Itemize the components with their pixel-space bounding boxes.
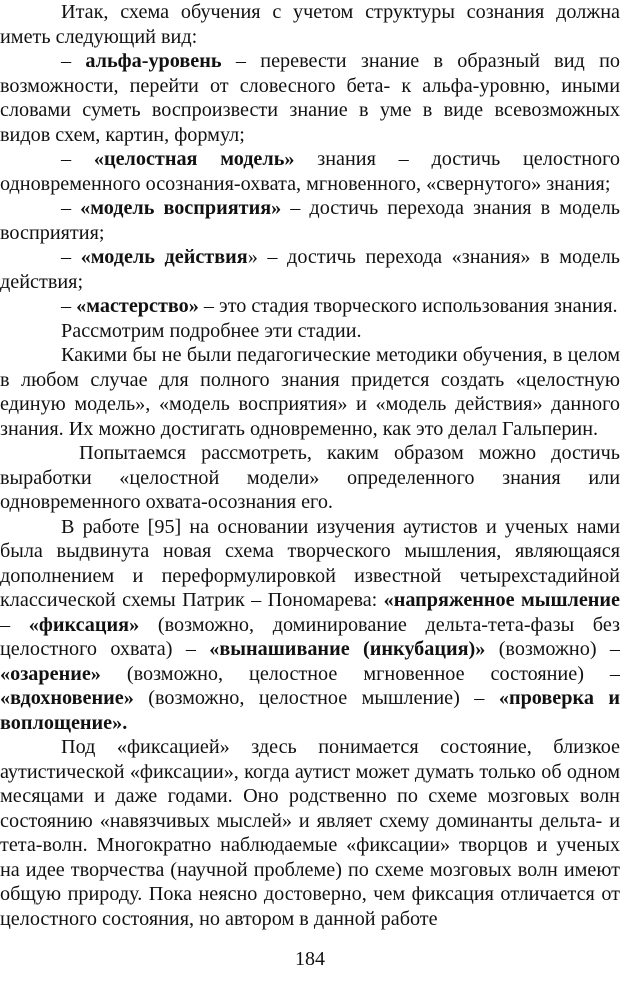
text-run: – [61, 197, 81, 219]
text-run: Какими бы не были педагогические методики обучения, в целом в любом случае для полного знания придется создать «целостную единую модель», «модель восприятия» и «модель действия» данного знания. Их можно достигать одновременно, как это делал Гальперин. [0, 344, 620, 440]
bold-term: «модель действия [80, 246, 248, 268]
text-run: – [61, 50, 86, 72]
text-run: знания – достичь целостного одновременного осознания-охвата, мгновенного, «свернутого» знания; [0, 148, 620, 195]
bold-term: «фиксация» [28, 613, 140, 636]
bold-term: «вынашивание (инкубация)» [209, 638, 486, 660]
text-run: В работе [95] на основании изучения аутистов и ученых нами была выдвинута новая схема творческого мышления, являющаяся дополнением и переформулировкой известной четырехстадийной классической схемы Патрик – Пономарева: [0, 515, 620, 611]
bold-term: «проверка и воплощение». [0, 687, 620, 734]
paragraph-attempt [0, 441, 620, 515]
bold-term: «напряженное мышление [383, 589, 620, 611]
text-run: – это стадия творческого использования знания. [198, 295, 618, 317]
page-number: 184 [295, 948, 325, 970]
paragraph-stages [0, 319, 620, 344]
text-run: – [61, 295, 77, 317]
paragraph-methods [0, 343, 620, 441]
text-run: Попытаемся рассмотреть, каким образом можно достичь выработки «целостной модели» определенного знания или одновременного охвата-осознания его. [0, 442, 620, 513]
text-run: (возможно, доминирование дельта-тета-фазы без целостного охвата) – [0, 613, 620, 660]
bold-term: «модель восприятия» [80, 197, 282, 219]
list-item-holistic-model [0, 147, 620, 196]
text-run: (возможно, целостное мышление) – [133, 687, 499, 709]
text-run: – [0, 613, 29, 636]
list-item-action-model [0, 245, 620, 294]
text-run: (возможно, целостное мгновенное состояние) – [100, 662, 620, 685]
text-run: – перевести знание в образный вид по возможности, перейти от словесного бета- к альфа-уровню, иными словами суметь воспроизвести знание в уме в виде всевозможных видов схем, картин, формул; [0, 50, 620, 146]
list-item-alpha-level [0, 49, 620, 147]
text-run: (возможно) – [485, 638, 620, 660]
paragraph-creative-scheme [0, 515, 620, 736]
bold-term: «мастерство» [76, 295, 199, 317]
bold-term: «целостная модель» [93, 148, 295, 170]
text-run: – достичь перехода знания в модель восприятия; [0, 197, 620, 244]
text-run: – [61, 148, 94, 170]
text-run: – [61, 246, 81, 268]
text-run: » – достичь перехода «знания» в модель действия; [0, 246, 620, 293]
bold-term: альфа-уровень [85, 50, 222, 72]
bold-term: «озарение» [0, 662, 101, 685]
bold-term: «вдохновение» [0, 687, 134, 709]
list-item-mastery [0, 294, 620, 319]
list-item-perception-model [0, 196, 620, 245]
paragraph-intro [0, 0, 620, 49]
text-run: Под «фиксацией» здесь понимается состояние, близкое аутистической «фиксации», когда аутист может думать только об одном месяцами и даже годами. Оно родственно по схеме мозговых волн состоянию «навязчивых мыслей» и являет схему доминанты дельта- и тета-волн. Многократно наблюдаемые «фиксации» творцов и ученых на идее творчества (научной проблеме) по схеме мозговых волн имеют общую природу. Пока неясно достоверно, чем фиксация отличается от целостного состояния, но автором в данной работе [0, 736, 620, 930]
text-run: Рассмотрим подробнее эти стадии. [61, 319, 362, 342]
paragraph-fixation [0, 735, 620, 931]
text-run: Итак, схема обучения с учетом структуры сознания должна иметь следующий вид: [0, 1, 620, 48]
